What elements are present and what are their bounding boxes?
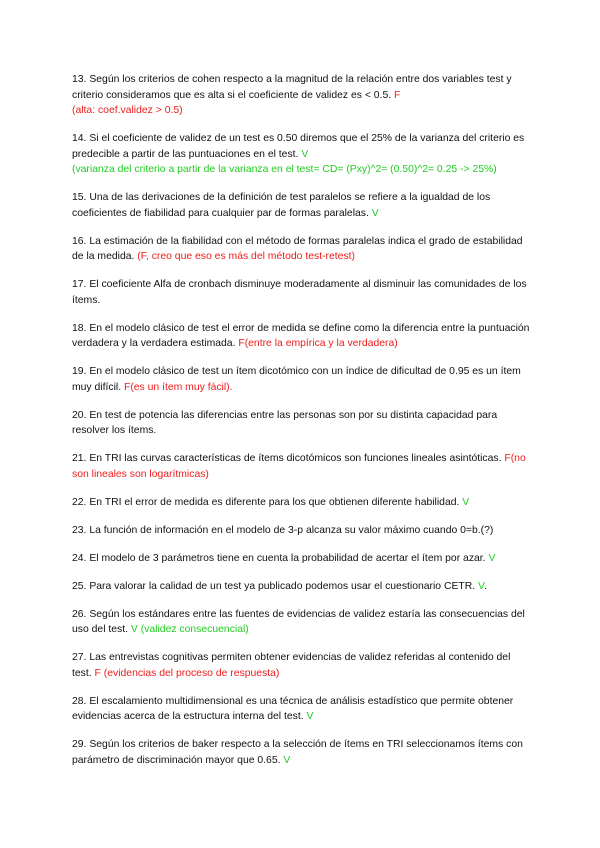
answer-false-mark: F(es un ítem muy fácil). (123, 381, 233, 393)
question-text: 28. El escalamiento multidimensional es una técnica de análisis estadístico que permite obtener evidencias acerca de la estructura interna del test. (72, 695, 514, 722)
question-19 (72, 364, 532, 395)
question-text: 29. Según los criterios de baker respecto a la selección de ítems en TRI seleccionamos ítems con parámetro de discriminación mayor que 0.65. (72, 739, 523, 766)
answer-true-mark: V (283, 754, 291, 766)
question-29 (72, 737, 532, 768)
question-16 (72, 234, 532, 265)
question-text: 26. Según los estándares entre las fuentes de evidencias de validez estaría las consecuencias del uso del test. (72, 608, 525, 635)
answer-false-mark: (F, creo que eso es más del método test-retest) (137, 251, 356, 262)
question-25 (72, 579, 532, 595)
question-text: 17. El coeficiente Alfa de cronbach disminuye moderadamente al disminuir las comunidades de los ítems. (72, 279, 527, 306)
trailing-period: . (484, 580, 487, 592)
question-text: 16. La estimación de la fiabilidad con el método de formas paralelas indica el grado de estabilidad de la medida. (72, 235, 523, 262)
answer-true-mark: V (301, 148, 309, 160)
answer-true-mark: V (462, 496, 470, 508)
answer-false-mark: F(no son lineales son logarítmicas) (72, 453, 526, 480)
question-text: 22. En TRI el error de medida es diferente para los que obtienen diferente habilidad. (72, 496, 463, 508)
answer-false-mark: F (evidencias del proceso de respuesta) (94, 667, 280, 679)
question-text: 19. En el modelo clásico de test un ítem dicotómico con un índice de dificultad de 0.95 es un ítem muy difícil. (72, 366, 521, 393)
question-text: 15. Una de las derivaciones de la definición de test paralelos se refiere a la igualdad de los coeficientes de fiabilidad para cualquier par de formas paralelas. (72, 192, 491, 219)
question-text: 27. Las entrevistas cognitivas permiten obtener evidencias de validez referidas al contenido del test. (72, 652, 511, 679)
question-13 (72, 72, 532, 119)
answer-true-mark: V (371, 207, 379, 219)
question-23 (72, 523, 532, 539)
answer-note: (varianza del criterio a partir de la varianza en el test= CD= (Pxy)^2= (0.50)^2= 0.25 -> 25%) (72, 164, 497, 175)
question-text: 13. Según los criterios de cohen respecto a la magnitud de la relación entre dos variables test y criterio consideramos que es alta si el coeficiente de validez es < 0.5. (72, 74, 512, 101)
answer-true-mark: V (306, 711, 314, 722)
question-text: 24. El modelo de 3 parámetros tiene en cuenta la probabilidad de acertar el ítem por azar. (72, 552, 489, 564)
answer-true-mark: V (478, 580, 485, 592)
question-17 (72, 277, 532, 308)
question-text: 18. En el modelo clásico de test el error de medida se define como la diferencia entre la puntuación verdadera y la verdadera estimada. (72, 322, 530, 349)
question-14 (72, 131, 532, 178)
question-28 (72, 694, 532, 725)
answer-true-mark: V (validez consecuencial) (130, 624, 249, 635)
answer-true-mark: V (488, 552, 496, 564)
question-20 (72, 408, 532, 439)
question-21 (72, 451, 532, 482)
question-15 (72, 190, 532, 221)
answer-false-mark: F (394, 89, 401, 101)
question-26 (72, 607, 532, 638)
question-24 (72, 551, 532, 567)
answer-note: (alta: coef.validez > 0.5) (72, 105, 183, 116)
question-text: 21. En TRI las curvas características de ítems dicotómicos son funciones lineales asintóticas. (72, 453, 505, 464)
document-page (72, 72, 532, 768)
question-22 (72, 495, 532, 511)
answer-false-mark: F(entre la empírica y la verdadera) (238, 338, 398, 349)
question-text: 23. La función de información en el modelo de 3-p alcanza su valor máximo cuando 0=b.(?) (72, 524, 494, 536)
question-27 (72, 650, 532, 681)
question-18 (72, 321, 532, 352)
question-text: 14. Si el coeficiente de validez de un test es 0.50 diremos que el 25% de la varianza del criterio es predecible a partir de las puntuaciones en el test. (72, 133, 525, 160)
question-text: 20. En test de potencia las diferencias entre las personas son por su distinta capacidad para resolver los ítems. (72, 409, 498, 436)
question-text: 25. Para valorar la calidad de un test ya publicado podemos usar el cuestionario CETR. (72, 580, 479, 592)
